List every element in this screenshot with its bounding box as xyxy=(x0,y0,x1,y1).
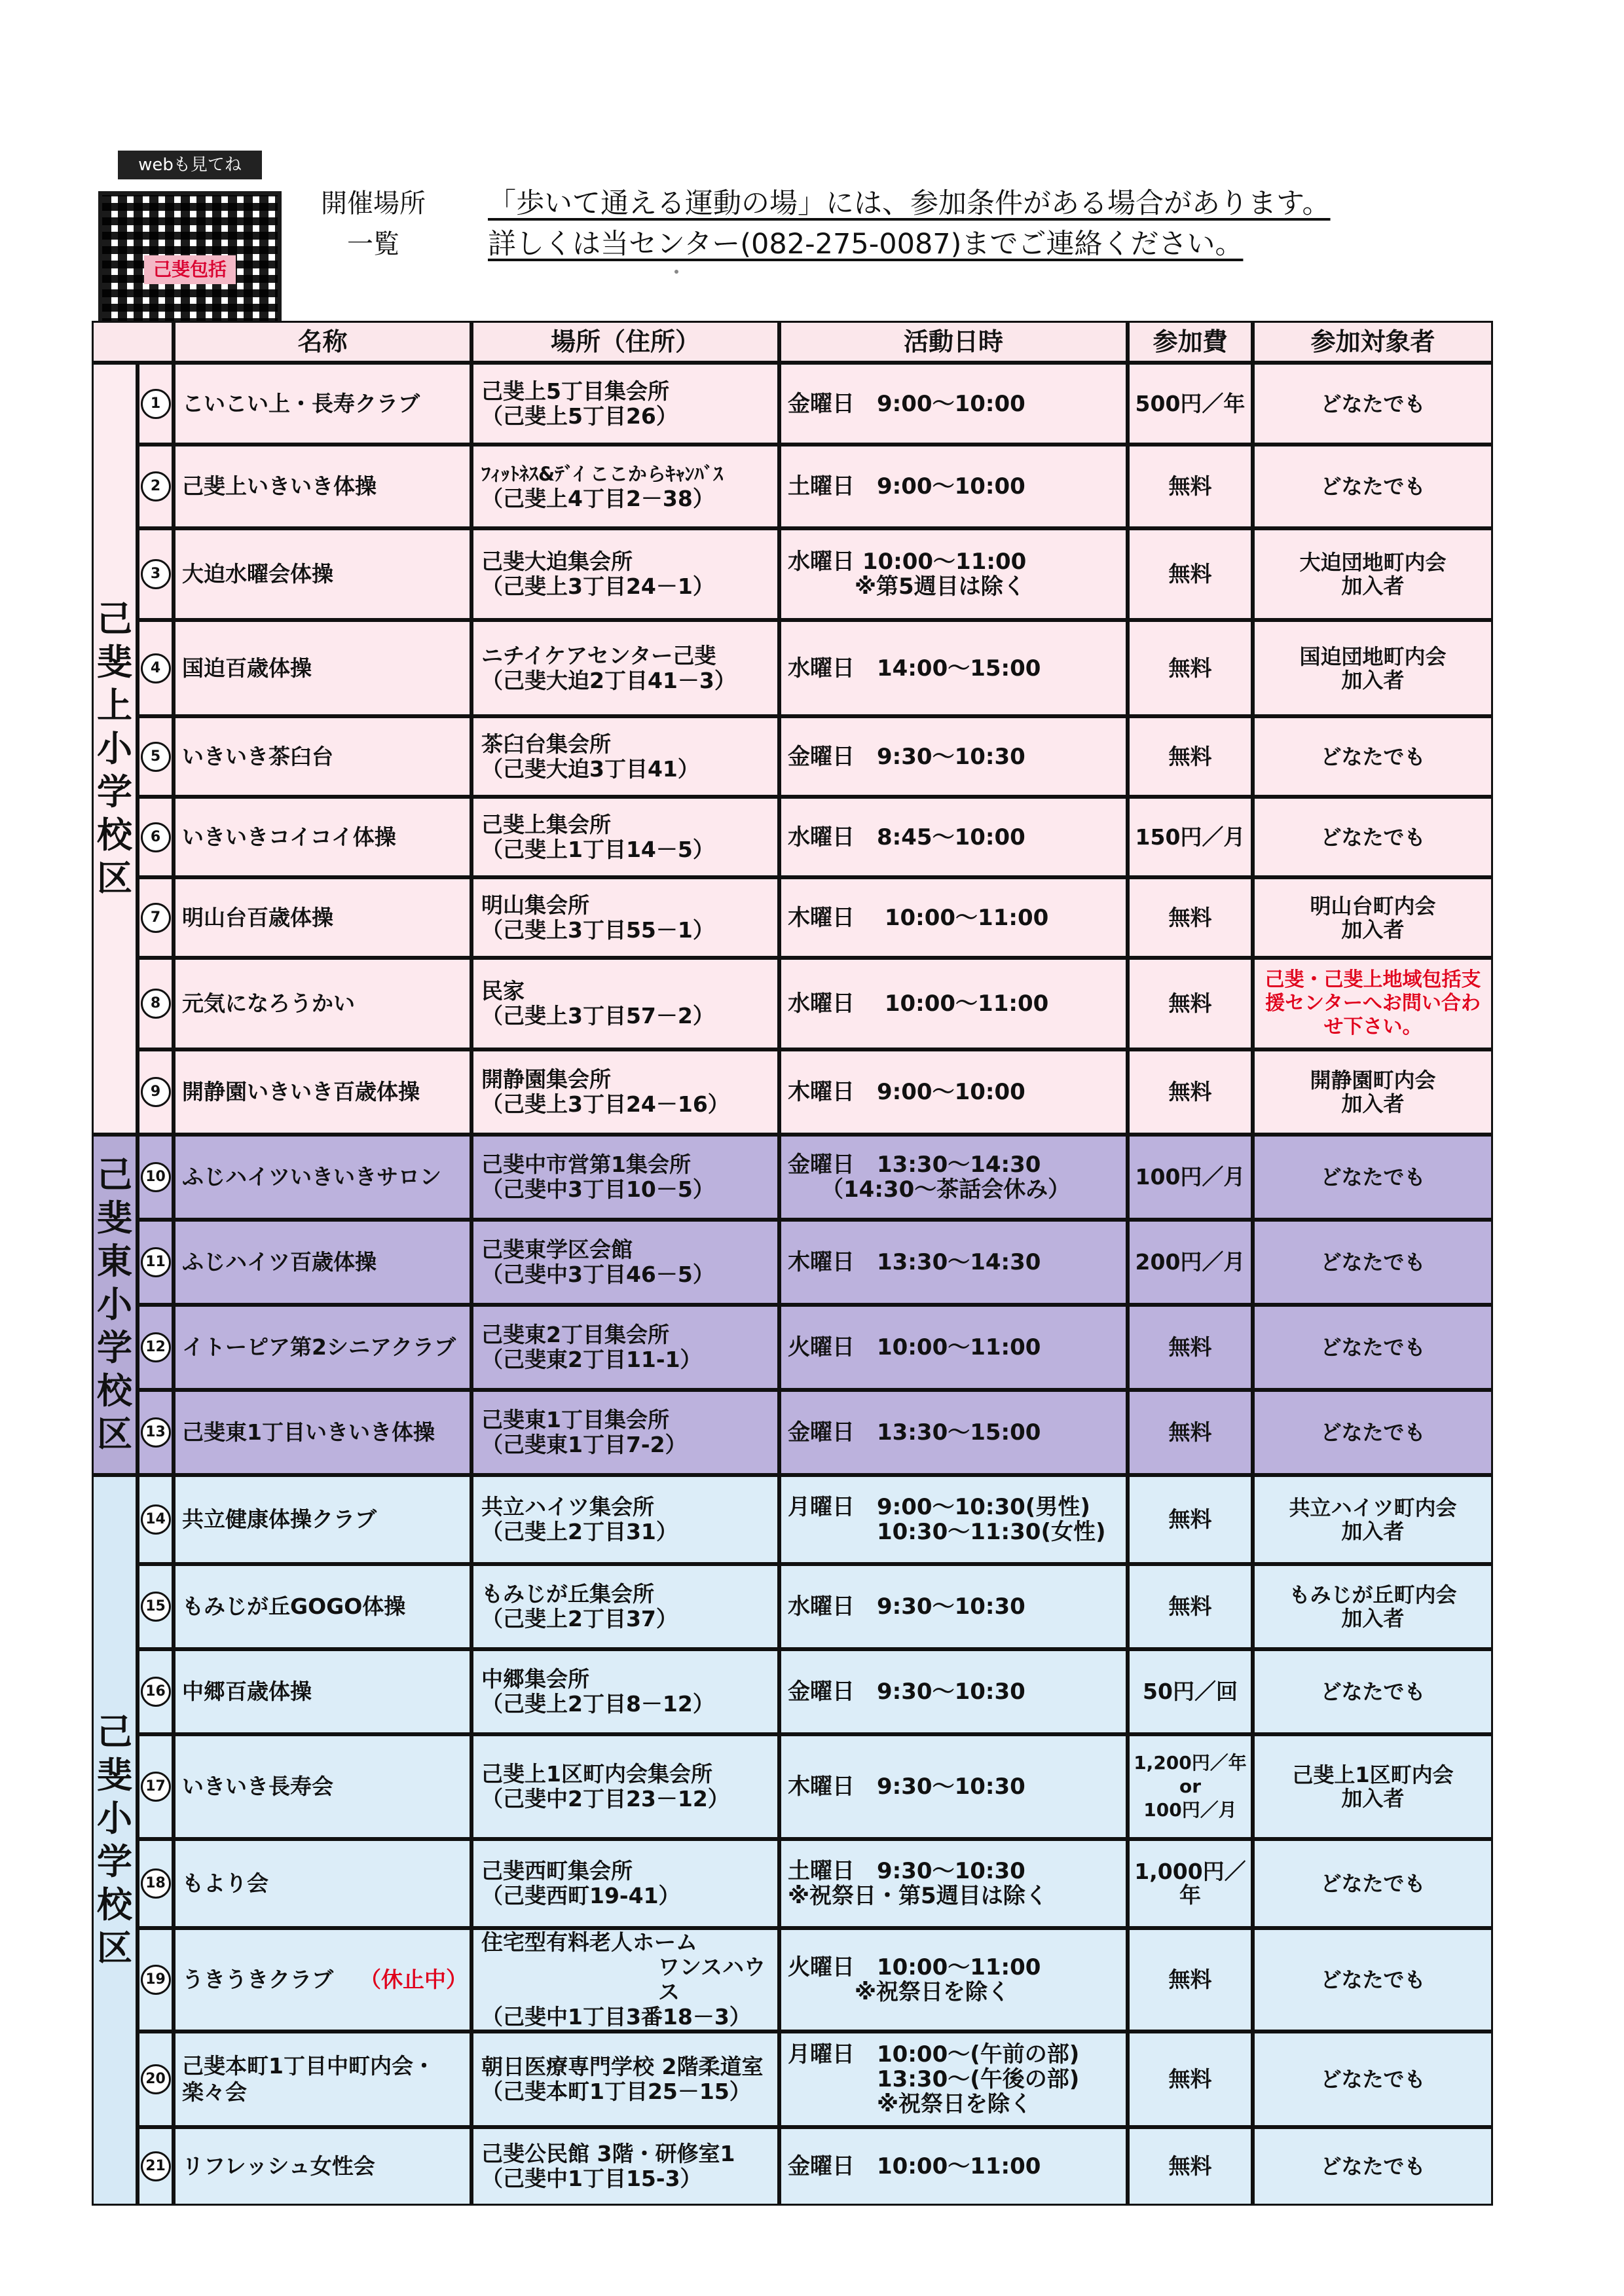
row-name xyxy=(174,1220,471,1305)
place-name: 己斐公民館 3階・研修室1 xyxy=(481,2141,735,2166)
row-fee: 無料 xyxy=(1128,1390,1253,1475)
place-address: （己斐上3丁目24－1） xyxy=(481,574,714,599)
row-number xyxy=(138,1564,174,1649)
row-time: 木曜日 9:00～10:00 xyxy=(779,1049,1128,1135)
notice-text xyxy=(488,183,1352,264)
row-place xyxy=(471,958,779,1049)
place-name: 己斐東学区会館 xyxy=(481,1237,633,1262)
place-name: ニチイケアセンター己斐 xyxy=(481,642,716,668)
row-number-badge: 9 xyxy=(141,1077,171,1107)
row-name xyxy=(174,363,471,445)
place-name: 民家 xyxy=(481,978,525,1004)
row-name-text: 元気になろうかい xyxy=(182,991,355,1016)
place-name-2: ワンスハウス xyxy=(658,1954,766,2005)
place-address: （己斐西町19-41） xyxy=(481,1883,680,1908)
header-time: 活動日時 xyxy=(779,321,1128,363)
row-number xyxy=(138,1649,174,1734)
row-number-badge: 4 xyxy=(141,653,171,683)
row-number xyxy=(138,1390,174,1475)
row-time: 金曜日 13:30～14:30 （14:30～茶話会休み） xyxy=(779,1135,1128,1220)
row-number-badge: 13 xyxy=(141,1417,171,1448)
row-fee: 無料 xyxy=(1128,2032,1253,2127)
row-target: どなたでも xyxy=(1253,716,1493,797)
notice-line-2: 詳しくは当センター(082-275-0087)までご連絡ください。 xyxy=(488,228,1244,261)
row-name-text: 己斐本町1丁目中町内会・ 楽々会 xyxy=(182,2053,435,2105)
row-fee: 無料 xyxy=(1128,445,1253,528)
place-address: （己斐本町1丁目25－15） xyxy=(481,2079,751,2104)
place-name: 己斐東1丁目集会所 xyxy=(481,1407,669,1432)
row-time: 金曜日 10:00～11:00 xyxy=(779,2127,1128,2206)
row-place xyxy=(471,1135,779,1220)
suspended-badge: （休止中） xyxy=(360,1967,468,1992)
place-address: （己斐東2丁目11-1） xyxy=(481,1347,702,1372)
place-address: （己斐中2丁目23－12） xyxy=(481,1786,729,1812)
row-name-text: 己斐上いきいき体操 xyxy=(182,473,377,499)
row-number-badge: 19 xyxy=(141,1965,171,1995)
row-target: どなたでも xyxy=(1253,445,1493,528)
row-fee: 無料 xyxy=(1128,877,1253,958)
venue-table xyxy=(92,321,1493,2219)
place-address: （己斐上3丁目55－1） xyxy=(481,917,714,943)
qr-label: webも見てね xyxy=(118,151,262,179)
row-number xyxy=(138,877,174,958)
row-time: 土曜日 9:00～10:00 xyxy=(779,445,1128,528)
row-time: 土曜日 9:30～10:30 ※祝祭日・第5週目は除く xyxy=(779,1839,1128,1928)
row-time: 木曜日 13:30～14:30 xyxy=(779,1220,1128,1305)
row-number xyxy=(138,797,174,877)
row-number-badge: 11 xyxy=(141,1247,171,1277)
row-place xyxy=(471,877,779,958)
row-name xyxy=(174,1649,471,1734)
row-place xyxy=(471,2127,779,2206)
row-fee: 無料 xyxy=(1128,620,1253,716)
row-number xyxy=(138,2127,174,2206)
row-number xyxy=(138,1734,174,1839)
row-number xyxy=(138,1305,174,1390)
row-target: どなたでも xyxy=(1253,797,1493,877)
row-fee: 無料 xyxy=(1128,958,1253,1049)
row-place xyxy=(471,1049,779,1135)
row-place xyxy=(471,1220,779,1305)
place-address: （己斐上2丁目31） xyxy=(481,1519,678,1544)
row-fee: 無料 xyxy=(1128,716,1253,797)
row-name-text: ふじハイツいきいきサロン xyxy=(182,1164,441,1190)
row-number xyxy=(138,1475,174,1564)
row-number xyxy=(138,716,174,797)
row-number-badge: 8 xyxy=(141,989,171,1019)
place-address: （己斐大迫3丁目41） xyxy=(481,756,699,782)
row-place xyxy=(471,1649,779,1734)
row-number-badge: 15 xyxy=(141,1592,171,1622)
row-place xyxy=(471,445,779,528)
district-label xyxy=(92,363,138,1135)
row-name-text: 大迫水曜会体操 xyxy=(182,561,333,587)
notice-line-1: 「歩いて通える運動の場」には、参加条件がある場合があります。 xyxy=(488,187,1331,220)
district-label xyxy=(92,1475,138,2206)
row-name xyxy=(174,620,471,716)
place-name: 己斐上集会所 xyxy=(481,811,611,837)
row-place xyxy=(471,716,779,797)
row-place xyxy=(471,1734,779,1839)
row-time: 月曜日 10:00～(午前の部) 13:30～(午後の部) ※祝祭日を除く xyxy=(779,2032,1128,2127)
row-place xyxy=(471,2032,779,2127)
row-time: 水曜日 10:00～11:00 ※第5週目は除く xyxy=(779,528,1128,620)
row-name-text: イトーピア第2シニアクラブ xyxy=(182,1334,456,1360)
row-number xyxy=(138,528,174,620)
row-target: 大迫団地町内会 加入者 xyxy=(1253,528,1493,620)
row-time: 水曜日 14:00～15:00 xyxy=(779,620,1128,716)
row-fee: 無料 xyxy=(1128,1305,1253,1390)
row-number-badge: 14 xyxy=(141,1504,171,1535)
header-blank xyxy=(92,321,174,363)
row-name xyxy=(174,1390,471,1475)
row-time: 木曜日 10:00～11:00 xyxy=(779,877,1128,958)
row-number-badge: 16 xyxy=(141,1677,171,1707)
place-name: 己斐中市営第1集会所 xyxy=(481,1152,691,1177)
row-number xyxy=(138,1135,174,1220)
row-target: もみじが丘町内会 加入者 xyxy=(1253,1564,1493,1649)
place-address: （己斐上2丁目37） xyxy=(481,1606,678,1631)
row-fee: 50円／回 xyxy=(1128,1649,1253,1734)
venue-list-label xyxy=(308,183,439,264)
place-address: （己斐中3丁目46－5） xyxy=(481,1262,714,1287)
row-number xyxy=(138,445,174,528)
row-target: どなたでも xyxy=(1253,1649,1493,1734)
place-name: 明山集会所 xyxy=(481,892,589,918)
row-name xyxy=(174,1049,471,1135)
row-number-badge: 2 xyxy=(141,471,171,501)
scan-dot xyxy=(674,270,678,274)
row-target: どなたでも xyxy=(1253,1135,1493,1220)
row-fee: 無料 xyxy=(1128,2127,1253,2206)
row-name xyxy=(174,1928,471,2032)
district-label-text: 己 斐 東 小 学 校 区 xyxy=(97,1154,132,1455)
place-name: 己斐上5丁目集会所 xyxy=(481,378,669,404)
row-number xyxy=(138,1049,174,1135)
row-name xyxy=(174,528,471,620)
place-address: （己斐上2丁目8－12） xyxy=(481,1691,714,1717)
row-place xyxy=(471,1305,779,1390)
row-fee: 無料 xyxy=(1128,528,1253,620)
row-name-text: いきいき茶臼台 xyxy=(182,743,333,769)
row-place xyxy=(471,363,779,445)
row-number xyxy=(138,1928,174,2032)
place-address: （己斐上3丁目24－16） xyxy=(481,1091,729,1117)
row-target: どなたでも xyxy=(1253,2032,1493,2127)
row-fee: 1,000円／年 xyxy=(1128,1839,1253,1928)
place-name: 住宅型有料老人ホーム xyxy=(481,1929,697,1955)
row-number-badge: 6 xyxy=(141,822,171,852)
row-place xyxy=(471,1390,779,1475)
row-target: どなたでも xyxy=(1253,1390,1493,1475)
row-target: どなたでも xyxy=(1253,1928,1493,2032)
header-target: 参加対象者 xyxy=(1253,321,1493,363)
row-name xyxy=(174,2032,471,2127)
row-target: どなたでも xyxy=(1253,1305,1493,1390)
row-target: 国迫団地町内会 加入者 xyxy=(1253,620,1493,716)
place-address: （己斐大迫2丁目41－3） xyxy=(481,667,736,693)
row-name-text: いきいきコイコイ体操 xyxy=(182,824,396,850)
place-name: 中郷集会所 xyxy=(481,1666,589,1692)
row-fee: 150円／月 xyxy=(1128,797,1253,877)
row-target: どなたでも xyxy=(1253,1839,1493,1928)
row-name xyxy=(174,1475,471,1564)
row-name-text: 己斐東1丁目いきいき体操 xyxy=(182,1419,435,1445)
row-name-text: 共立健康体操クラブ xyxy=(182,1506,377,1532)
place-name: 己斐西町集会所 xyxy=(481,1858,633,1884)
row-name xyxy=(174,958,471,1049)
place-address: （己斐中1丁目3番18－3） xyxy=(481,2004,751,2030)
row-number-badge: 18 xyxy=(141,1868,171,1899)
row-time: 水曜日 8:45～10:00 xyxy=(779,797,1128,877)
row-name xyxy=(174,445,471,528)
row-target: 開静園町内会 加入者 xyxy=(1253,1049,1493,1135)
row-number xyxy=(138,1220,174,1305)
row-fee: 無料 xyxy=(1128,1928,1253,2032)
place-address: （己斐上4丁目2－38） xyxy=(481,486,714,511)
qr-badge: 己斐包括 xyxy=(144,255,236,284)
row-time: 火曜日 10:00～11:00 xyxy=(779,1305,1128,1390)
place-name: もみじが丘集会所 xyxy=(481,1581,654,1607)
row-time: 月曜日 9:00～10:30(男性) 10:30～11:30(女性) xyxy=(779,1475,1128,1564)
row-target: 明山台町内会 加入者 xyxy=(1253,877,1493,958)
row-fee: 無料 xyxy=(1128,1049,1253,1135)
row-fee: 100円／月 xyxy=(1128,1135,1253,1220)
row-name xyxy=(174,1839,471,1928)
row-name xyxy=(174,716,471,797)
header-name: 名称 xyxy=(174,321,471,363)
place-address: （己斐上5丁目26） xyxy=(481,403,678,429)
row-number xyxy=(138,2032,174,2127)
row-number-badge: 10 xyxy=(141,1162,171,1192)
row-number xyxy=(138,620,174,716)
row-name xyxy=(174,1305,471,1390)
row-number xyxy=(138,363,174,445)
district-label-text: 己 斐 上 小 学 校 区 xyxy=(97,598,132,899)
row-number-badge: 12 xyxy=(141,1332,171,1362)
row-name-text: うきうきクラブ xyxy=(182,1967,333,1992)
place-name: 共立ハイツ集会所 xyxy=(481,1494,654,1520)
place-name: ﾌｨｯﾄﾈｽ&ﾃﾞｲ ここからｷｬﾝﾊﾞｽ xyxy=(481,463,723,485)
row-name xyxy=(174,877,471,958)
row-name-text: ふじハイツ百歳体操 xyxy=(182,1249,377,1275)
place-name: 己斐東2丁目集会所 xyxy=(481,1322,669,1347)
row-fee: 500円／年 xyxy=(1128,363,1253,445)
place-name: 己斐大迫集会所 xyxy=(481,549,633,574)
row-name xyxy=(174,1734,471,1839)
row-number xyxy=(138,958,174,1049)
row-name-text: 中郷百歳体操 xyxy=(182,1679,312,1704)
row-name-text: もより会 xyxy=(182,1870,268,1896)
row-number-badge: 7 xyxy=(141,903,171,933)
row-place xyxy=(471,1928,779,2032)
place-address: （己斐上3丁目57－2） xyxy=(481,1003,714,1029)
row-time: 水曜日 9:30～10:30 xyxy=(779,1564,1128,1649)
row-name-text: リフレッシュ女性会 xyxy=(182,2153,375,2179)
row-target: どなたでも xyxy=(1253,1220,1493,1305)
row-name xyxy=(174,1135,471,1220)
venue-label-line-2: 一覧 xyxy=(347,229,399,259)
place-name: 茶臼台集会所 xyxy=(481,731,611,757)
row-name-text: こいこい上・長寿クラブ xyxy=(182,390,420,416)
row-name xyxy=(174,797,471,877)
venue-label-line-1: 開催場所 xyxy=(321,189,426,219)
row-number-badge: 5 xyxy=(141,742,171,772)
row-place xyxy=(471,1475,779,1564)
row-name-text: 明山台百歳体操 xyxy=(182,904,333,930)
row-name-text: もみじが丘GOGO体操 xyxy=(182,1594,406,1619)
place-name: 己斐上1区町内会集会所 xyxy=(481,1761,712,1787)
place-name: 開静園集会所 xyxy=(481,1066,611,1092)
place-address: （己斐中1丁目15-3） xyxy=(481,2166,702,2191)
row-number-badge: 20 xyxy=(141,2064,171,2094)
row-time: 火曜日 10:00～11:00 ※祝祭日を除く xyxy=(779,1928,1128,2032)
row-target: 共立ハイツ町内会 加入者 xyxy=(1253,1475,1493,1564)
row-place xyxy=(471,797,779,877)
district-label xyxy=(92,1135,138,1475)
row-fee: 無料 xyxy=(1128,1475,1253,1564)
row-place xyxy=(471,1564,779,1649)
row-time: 金曜日 9:00～10:00 xyxy=(779,363,1128,445)
row-fee: 無料 xyxy=(1128,1564,1253,1649)
row-name-text: 開静園いきいき百歳体操 xyxy=(182,1079,420,1104)
row-time: 水曜日 10:00～11:00 xyxy=(779,958,1128,1049)
row-name xyxy=(174,1564,471,1649)
row-place xyxy=(471,620,779,716)
row-target: どなたでも xyxy=(1253,363,1493,445)
row-name xyxy=(174,2127,471,2206)
row-number-badge: 21 xyxy=(141,2151,171,2181)
header-place: 場所（住所） xyxy=(471,321,779,363)
row-target: 己斐上1区町内会 加入者 xyxy=(1253,1734,1493,1839)
district-label-text: 己 斐 小 学 校 区 xyxy=(97,1711,132,1969)
row-time: 金曜日 9:30～10:30 xyxy=(779,716,1128,797)
row-place xyxy=(471,1839,779,1928)
place-name: 朝日医療専門学校 2階柔道室 xyxy=(481,2054,764,2079)
place-address: （己斐中3丁目10－5） xyxy=(481,1176,714,1202)
header-fee: 参加費 xyxy=(1128,321,1253,363)
row-fee: 200円／月 xyxy=(1128,1220,1253,1305)
row-number xyxy=(138,1839,174,1928)
row-number-badge: 1 xyxy=(141,389,171,419)
row-target: どなたでも xyxy=(1253,2127,1493,2206)
row-fee: 1,200円／年 or 100円／月 xyxy=(1128,1734,1253,1839)
row-name-text: 国迫百歳体操 xyxy=(182,655,312,681)
row-number-badge: 17 xyxy=(141,1772,171,1802)
row-number-badge: 3 xyxy=(141,559,171,589)
place-address: （己斐上1丁目14－5） xyxy=(481,836,714,862)
row-name-text: いきいき長寿会 xyxy=(182,1774,333,1799)
row-time: 金曜日 13:30～15:00 xyxy=(779,1390,1128,1475)
row-time: 木曜日 9:30～10:30 xyxy=(779,1734,1128,1839)
row-time: 金曜日 9:30～10:30 xyxy=(779,1649,1128,1734)
place-address: （己斐東1丁目7-2） xyxy=(481,1432,687,1457)
row-place xyxy=(471,528,779,620)
row-target: 己斐・己斐上地域包括支援センターへお問い合わせ下さい。 xyxy=(1253,958,1493,1049)
